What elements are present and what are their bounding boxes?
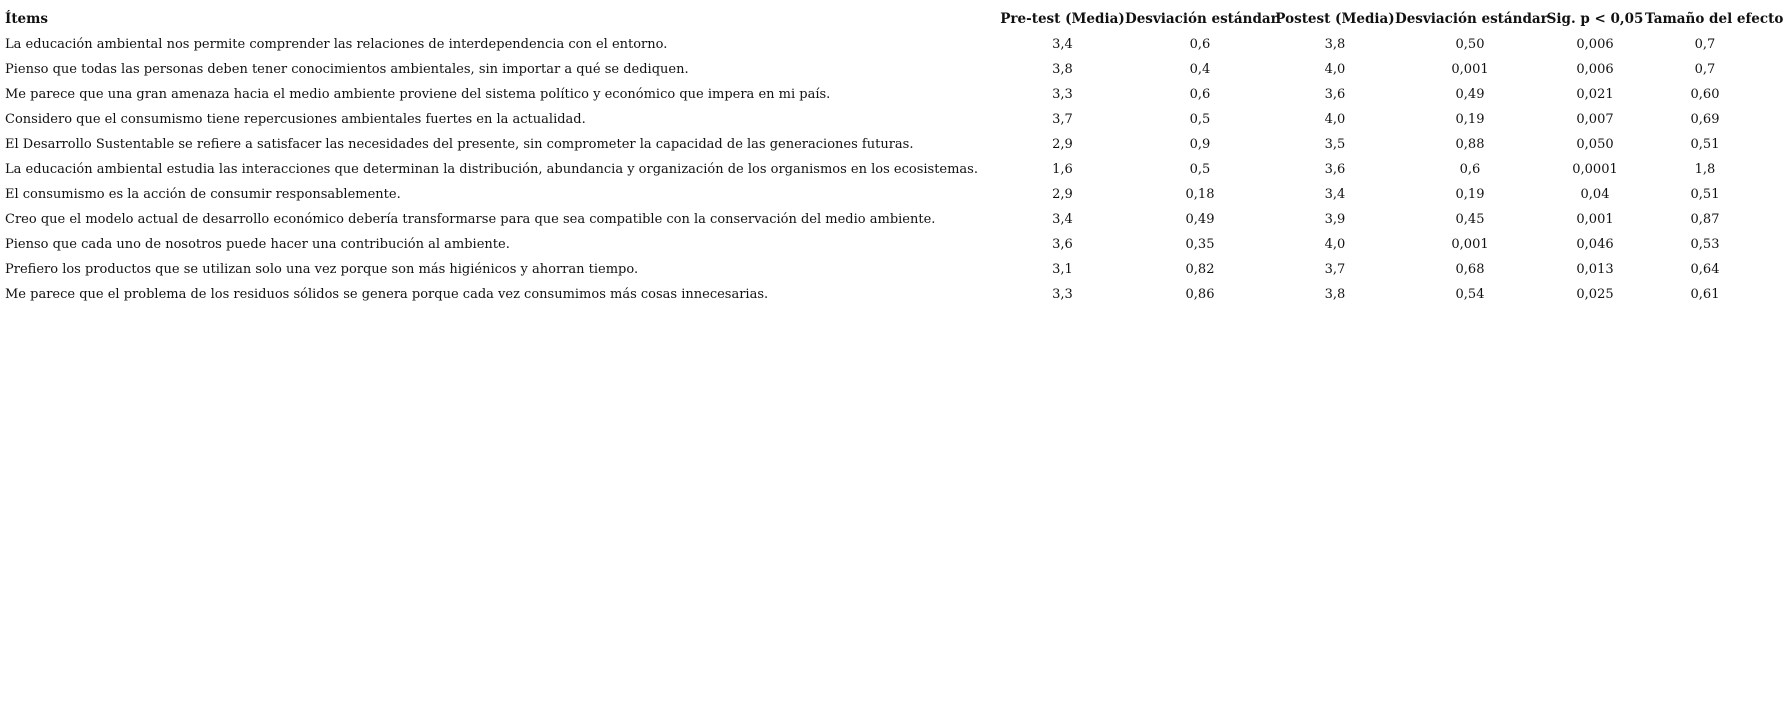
pretest-mean: 3,4 (1052, 37, 1073, 52)
header-postest-mean: Postest (Media) (1275, 11, 1395, 27)
table-row (5, 232, 1765, 257)
postest-mean: 4,0 (1324, 112, 1346, 127)
effect-size: 1,8 (1694, 162, 1716, 177)
table-header (5, 7, 1783, 32)
pretest-mean: 3,8 (1052, 62, 1073, 77)
pretest-mean: 2,9 (1052, 187, 1073, 202)
postest-mean: 3,8 (1324, 287, 1346, 302)
significance: 0,04 (1580, 187, 1610, 202)
item-text: Me parece que una gran amenaza hacia el medio ambiente proviene del sistema político y económico que impera en mi país. (5, 87, 831, 102)
postest-mean: 3,4 (1324, 187, 1346, 202)
pretest-sd: 0,5 (1189, 112, 1211, 127)
significance: 0,006 (1576, 37, 1614, 52)
pretest-mean: 3,7 (1052, 112, 1073, 127)
pretest-sd: 0,9 (1189, 137, 1211, 152)
postest-sd: 0,6 (1459, 162, 1481, 177)
pretest-sd: 0,6 (1189, 37, 1211, 52)
header-row (5, 7, 1765, 32)
postest-mean: 3,6 (1324, 87, 1346, 102)
header-pretest-mean: Pre-test (Media) (1000, 11, 1125, 27)
postest-sd: 0,19 (1455, 112, 1485, 127)
item-text: Me parece que el problema de los residuos sólidos se genera porque cada vez consumimos más cosas innecesarias. (5, 287, 769, 302)
pretest-mean: 3,3 (1052, 87, 1073, 102)
effect-size: 0,7 (1694, 62, 1716, 77)
table-row (5, 57, 1765, 82)
pretest-mean: 3,6 (1052, 237, 1073, 252)
table-row (5, 107, 1765, 132)
pretest-sd: 0,86 (1185, 287, 1215, 302)
item-text: El consumismo es la acción de consumir responsablemente. (5, 187, 401, 202)
effect-size: 0,61 (1690, 287, 1720, 302)
table-row (5, 282, 1765, 307)
item-text: La educación ambiental nos permite comprender las relaciones de interdependencia con el entorno. (5, 37, 668, 52)
results-table (5, 7, 1783, 307)
pretest-sd: 0,5 (1189, 162, 1211, 177)
effect-size: 0,51 (1690, 137, 1720, 152)
postest-mean: 4,0 (1324, 62, 1346, 77)
postest-sd: 0,50 (1455, 37, 1485, 52)
significance: 0,007 (1576, 112, 1614, 127)
pretest-sd: 0,4 (1189, 62, 1211, 77)
item-text: Considero que el consumismo tiene repercusiones ambientales fuertes en la actualidad. (5, 112, 586, 127)
postest-sd: 0,54 (1455, 287, 1485, 302)
table-row (5, 207, 1765, 232)
effect-size: 0,53 (1690, 237, 1720, 252)
postest-sd: 0,88 (1455, 137, 1485, 152)
significance: 0,001 (1576, 212, 1614, 227)
postest-sd: 0,19 (1455, 187, 1485, 202)
pretest-mean: 1,6 (1052, 162, 1073, 177)
effect-size: 0,69 (1690, 112, 1720, 127)
pretest-sd: 0,6 (1189, 87, 1211, 102)
significance: 0,013 (1576, 262, 1614, 277)
item-text: Pienso que todas las personas deben tener conocimientos ambientales, sin importar a qué se dediquen. (5, 62, 689, 77)
postest-sd: 0,45 (1455, 212, 1485, 227)
postest-sd: 0,001 (1451, 237, 1489, 252)
pretest-mean: 2,9 (1052, 137, 1073, 152)
table-row (5, 257, 1765, 282)
item-text: La educación ambiental estudia las interacciones que determinan la distribución, abundancia y organización de los organismos en los ecosistemas. (5, 162, 978, 177)
pretest-sd: 0,35 (1185, 237, 1215, 252)
pretest-sd: 0,82 (1185, 262, 1215, 277)
table-row (5, 32, 1765, 57)
significance: 0,025 (1576, 287, 1614, 302)
effect-size: 0,60 (1690, 87, 1720, 102)
header-significance: Sig. p < 0,05 (1546, 11, 1644, 27)
effect-size: 0,87 (1690, 212, 1720, 227)
postest-mean: 3,7 (1324, 262, 1346, 277)
postest-mean: 4,0 (1324, 237, 1346, 252)
postest-sd: 0,49 (1455, 87, 1485, 102)
postest-mean: 3,8 (1324, 37, 1346, 52)
postest-mean: 3,6 (1324, 162, 1346, 177)
table-row (5, 157, 1765, 182)
significance: 0,046 (1576, 237, 1614, 252)
header-postest-sd: Desviación estándar (1395, 11, 1548, 27)
pretest-mean: 3,1 (1052, 262, 1073, 277)
table-row (5, 82, 1765, 107)
item-text: Pienso que cada uno de nosotros puede hacer una contribución al ambiente. (5, 237, 510, 252)
significance: 0,050 (1576, 137, 1614, 152)
effect-size: 0,7 (1694, 37, 1716, 52)
effect-size: 0,64 (1690, 262, 1720, 277)
significance: 0,0001 (1572, 162, 1618, 177)
significance: 0,021 (1576, 87, 1614, 102)
item-text: El Desarrollo Sustentable se refiere a satisfacer las necesidades del presente, sin comprometer la capacidad de las generaciones futuras. (5, 137, 914, 152)
item-text: Creo que el modelo actual de desarrollo económico debería transformarse para que sea compatible con la conservación del medio ambiente. (5, 212, 936, 227)
item-text: Prefiero los productos que se utilizan solo una vez porque son más higiénicos y ahorran tiempo. (5, 262, 639, 277)
table-row (5, 132, 1765, 157)
table-row (5, 182, 1765, 207)
effect-size: 0,51 (1690, 187, 1720, 202)
pretest-mean: 3,3 (1052, 287, 1073, 302)
postest-mean: 3,5 (1324, 137, 1346, 152)
pretest-sd: 0,49 (1185, 212, 1215, 227)
header-pretest-sd: Desviación estándar (1125, 11, 1278, 27)
pretest-sd: 0,18 (1185, 187, 1215, 202)
postest-sd: 0,001 (1451, 62, 1489, 77)
header-effect-size: Tamaño del efecto (1645, 11, 1783, 27)
pretest-mean: 3,4 (1052, 212, 1073, 227)
significance: 0,006 (1576, 62, 1614, 77)
table-body (5, 32, 1765, 307)
header-items: Ítems (5, 11, 49, 27)
postest-sd: 0,68 (1455, 262, 1485, 277)
postest-mean: 3,9 (1324, 212, 1346, 227)
